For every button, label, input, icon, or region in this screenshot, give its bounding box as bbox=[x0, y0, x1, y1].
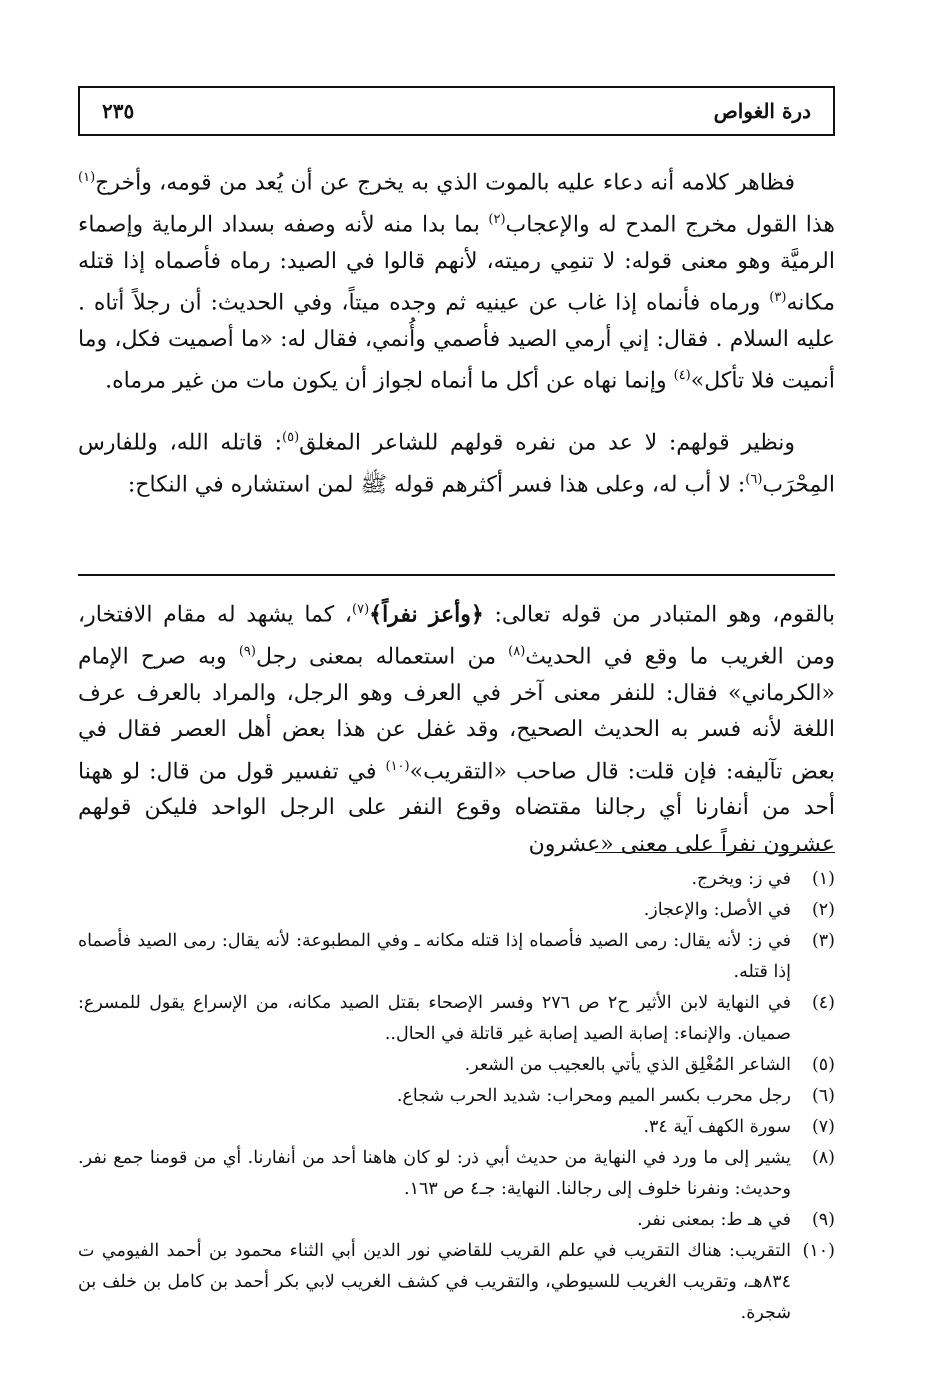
footnote-list bbox=[78, 864, 835, 1329]
running-title: درة الغواص bbox=[713, 99, 811, 123]
footnote-text: سورة الكهف آية ٣٤. bbox=[643, 1117, 791, 1137]
footnote-marker: (٢) bbox=[488, 211, 506, 227]
footnote-item bbox=[78, 988, 835, 1050]
footnote-marker: (٤) bbox=[673, 368, 691, 384]
text-run: من استعماله بمعنى رجل bbox=[255, 644, 509, 670]
text-run: بالقوم، وهو المتبادر من قوله تعالى: bbox=[483, 602, 835, 628]
text-run: فظاهر كلامه أنه دعاء عليه بالموت الذي به يخرج عن أن يُعد من قومه، وأخرج bbox=[95, 170, 795, 196]
text-run: ونظير قولهم: لا عد من نفره قولهم للشاعر المغلق bbox=[299, 430, 795, 456]
main-text-lower bbox=[78, 592, 835, 863]
footnote-text: في الأصل: والإعجاز. bbox=[643, 900, 791, 920]
text-run: وإنما نهاه عن أكل ما أنماه لجواز أن يكون مات من غير مرماه. bbox=[105, 368, 674, 394]
main-text-upper bbox=[78, 160, 835, 504]
footnote-text: في النهاية لابن الأثير ح٢ ص ٢٧٦ وفسر الإصحاء بقتل الصيد مكانه، من الإسراع يقول للمسرع: صميان. والإنماء: إصابة الصيد إصابة غير قاتلة في الحال.. bbox=[78, 993, 791, 1044]
footnote-text: يشير إلى ما ورد في النهاية من حديث أبي ذر: لو كان هاهنا أحد من أنفارنا. أي من قومنا جمع نفر. وحديث: ونفرنا خلوف إلى رجالنا. النهاية: جـ٤ ص ١٦٣. bbox=[78, 1148, 791, 1199]
text-run: : قاتله الله، وللفارس المِحْرَب bbox=[78, 430, 835, 498]
footnote-text: رجل محرب بكسر الميم ومحراب: شديد الحرب شجاع. bbox=[396, 1086, 791, 1106]
footnote-item bbox=[78, 1081, 835, 1112]
footnote-item bbox=[78, 1205, 835, 1236]
footnote-item bbox=[78, 1112, 835, 1143]
footnote-number: (٨) bbox=[811, 1148, 835, 1168]
text-run: : لا أب له، وعلى هذا فسر أكثرهم قوله ﷺ لمن استشاره في النكاح: bbox=[127, 472, 746, 498]
footnote-number: (٩) bbox=[811, 1210, 835, 1230]
footnote-number: (٤) bbox=[811, 993, 835, 1013]
footnote-marker: (٦) bbox=[745, 472, 763, 488]
footnote-separator bbox=[595, 852, 835, 853]
section-divider bbox=[78, 574, 835, 576]
footnote-text: الشاعر المُغْلِق الذي يأتي بالعجيب من الشعر. bbox=[464, 1055, 791, 1075]
footnote-number: (١٠) bbox=[802, 1241, 835, 1261]
footnote-marker: (٨) bbox=[508, 643, 526, 659]
footnote-item bbox=[78, 1143, 835, 1205]
footnote-text: في هـ ط: بمعنى نفر. bbox=[637, 1210, 791, 1230]
paragraph-1 bbox=[78, 160, 835, 400]
footnote-number: (٧) bbox=[811, 1117, 835, 1137]
text-run: ، كما يشهد له مقام الافتخار، ومن الغريب ما وقع في الحديث bbox=[78, 602, 836, 670]
footnote-number: (٥) bbox=[811, 1055, 835, 1075]
footnote-marker: (١٠) bbox=[385, 758, 410, 774]
footnote-text: في ز: ويخرج. bbox=[691, 869, 791, 889]
footnote-text: التقريب: هناك التقريب في علم القريب للقاضي نور الدين أبي الثناء محمود بن أحمد الفيومي ت ٨٣٤هـ، وتقريب الغريب للسيوطي، والتقريب في كشف الغريب لابي بكر أحمد بن كامل بن خلف بن شجرة. bbox=[78, 1241, 791, 1323]
footnote-marker: (٩) bbox=[238, 643, 256, 659]
paragraph-2 bbox=[78, 420, 835, 504]
footnote-number: (٣) bbox=[811, 931, 835, 951]
footnote-number: (٢) bbox=[811, 900, 835, 920]
footnote-item bbox=[78, 864, 835, 895]
footnote-text: في ز: لأنه يقال: رمى الصيد فأصماه إذا قتله مكانه ـ وفي المطبوعة: لأنه يقال: رمى الصيد فأصماه إذا قتله. bbox=[78, 931, 791, 982]
text-run: في تفسير قول من قال: لو ههنا أحد من أنفارنا أي رجالنا مقتضاه وقوع النفر على الرجل الواحد فليكن قولهم عشرون نفراً على معنى «عشرون bbox=[78, 758, 835, 857]
footnote-marker: (٣) bbox=[769, 290, 787, 306]
text-run: ورماه فأنماه إذا غاب عن عينيه ثم وجده ميتاً، وفي الحديث: أن رجلاً أتاه . عليه السلام . فقال: إني أرمي الصيد فأصمي وأُنمي، فقال له: «ما أصميت فكل، وما أنميت فلا تأكل» bbox=[78, 290, 835, 394]
paragraph-3 bbox=[78, 592, 835, 863]
footnote-number: (١) bbox=[811, 869, 835, 889]
footnote-item bbox=[78, 926, 835, 988]
footnote-marker: (٥) bbox=[282, 430, 300, 446]
page-number: ٢٣٥ bbox=[102, 99, 135, 123]
footnote-number: (٦) bbox=[811, 1086, 835, 1106]
quran-quote: ﴿وأعز نفراً﴾ bbox=[369, 601, 484, 628]
footnote-marker: (١) bbox=[78, 170, 96, 185]
text-run: هذا القول مخرج المدح له والإعجاب bbox=[505, 212, 835, 238]
running-header bbox=[78, 86, 835, 136]
footnote-marker: (٧) bbox=[352, 602, 370, 617]
footnote-item bbox=[78, 1236, 835, 1329]
text-run: بما بدا منه لأنه وصفه بسداد الرماية وإصماء الرميَّة وهو معنى قوله: لا تنمِي رميته، لأنهم قالوا في الصيد: رماه فأصماه إذا قتله مكانه bbox=[78, 212, 835, 316]
footnote-item bbox=[78, 895, 835, 926]
footnotes bbox=[78, 864, 835, 1329]
footnote-item bbox=[78, 1050, 835, 1081]
text-run: وبه صرح الإمام «الكرماني» فقال: للنفر معنى آخر في العرف وهو الرجل، والمراد بالعرف عرف اللغة لأنه فسر به الحديث الصحيح، وقد غفل عن هذا بعض أهل العصر فقال في بعض تآليفه: فإن قلت: قال صاحب «التقريب» bbox=[78, 644, 835, 784]
